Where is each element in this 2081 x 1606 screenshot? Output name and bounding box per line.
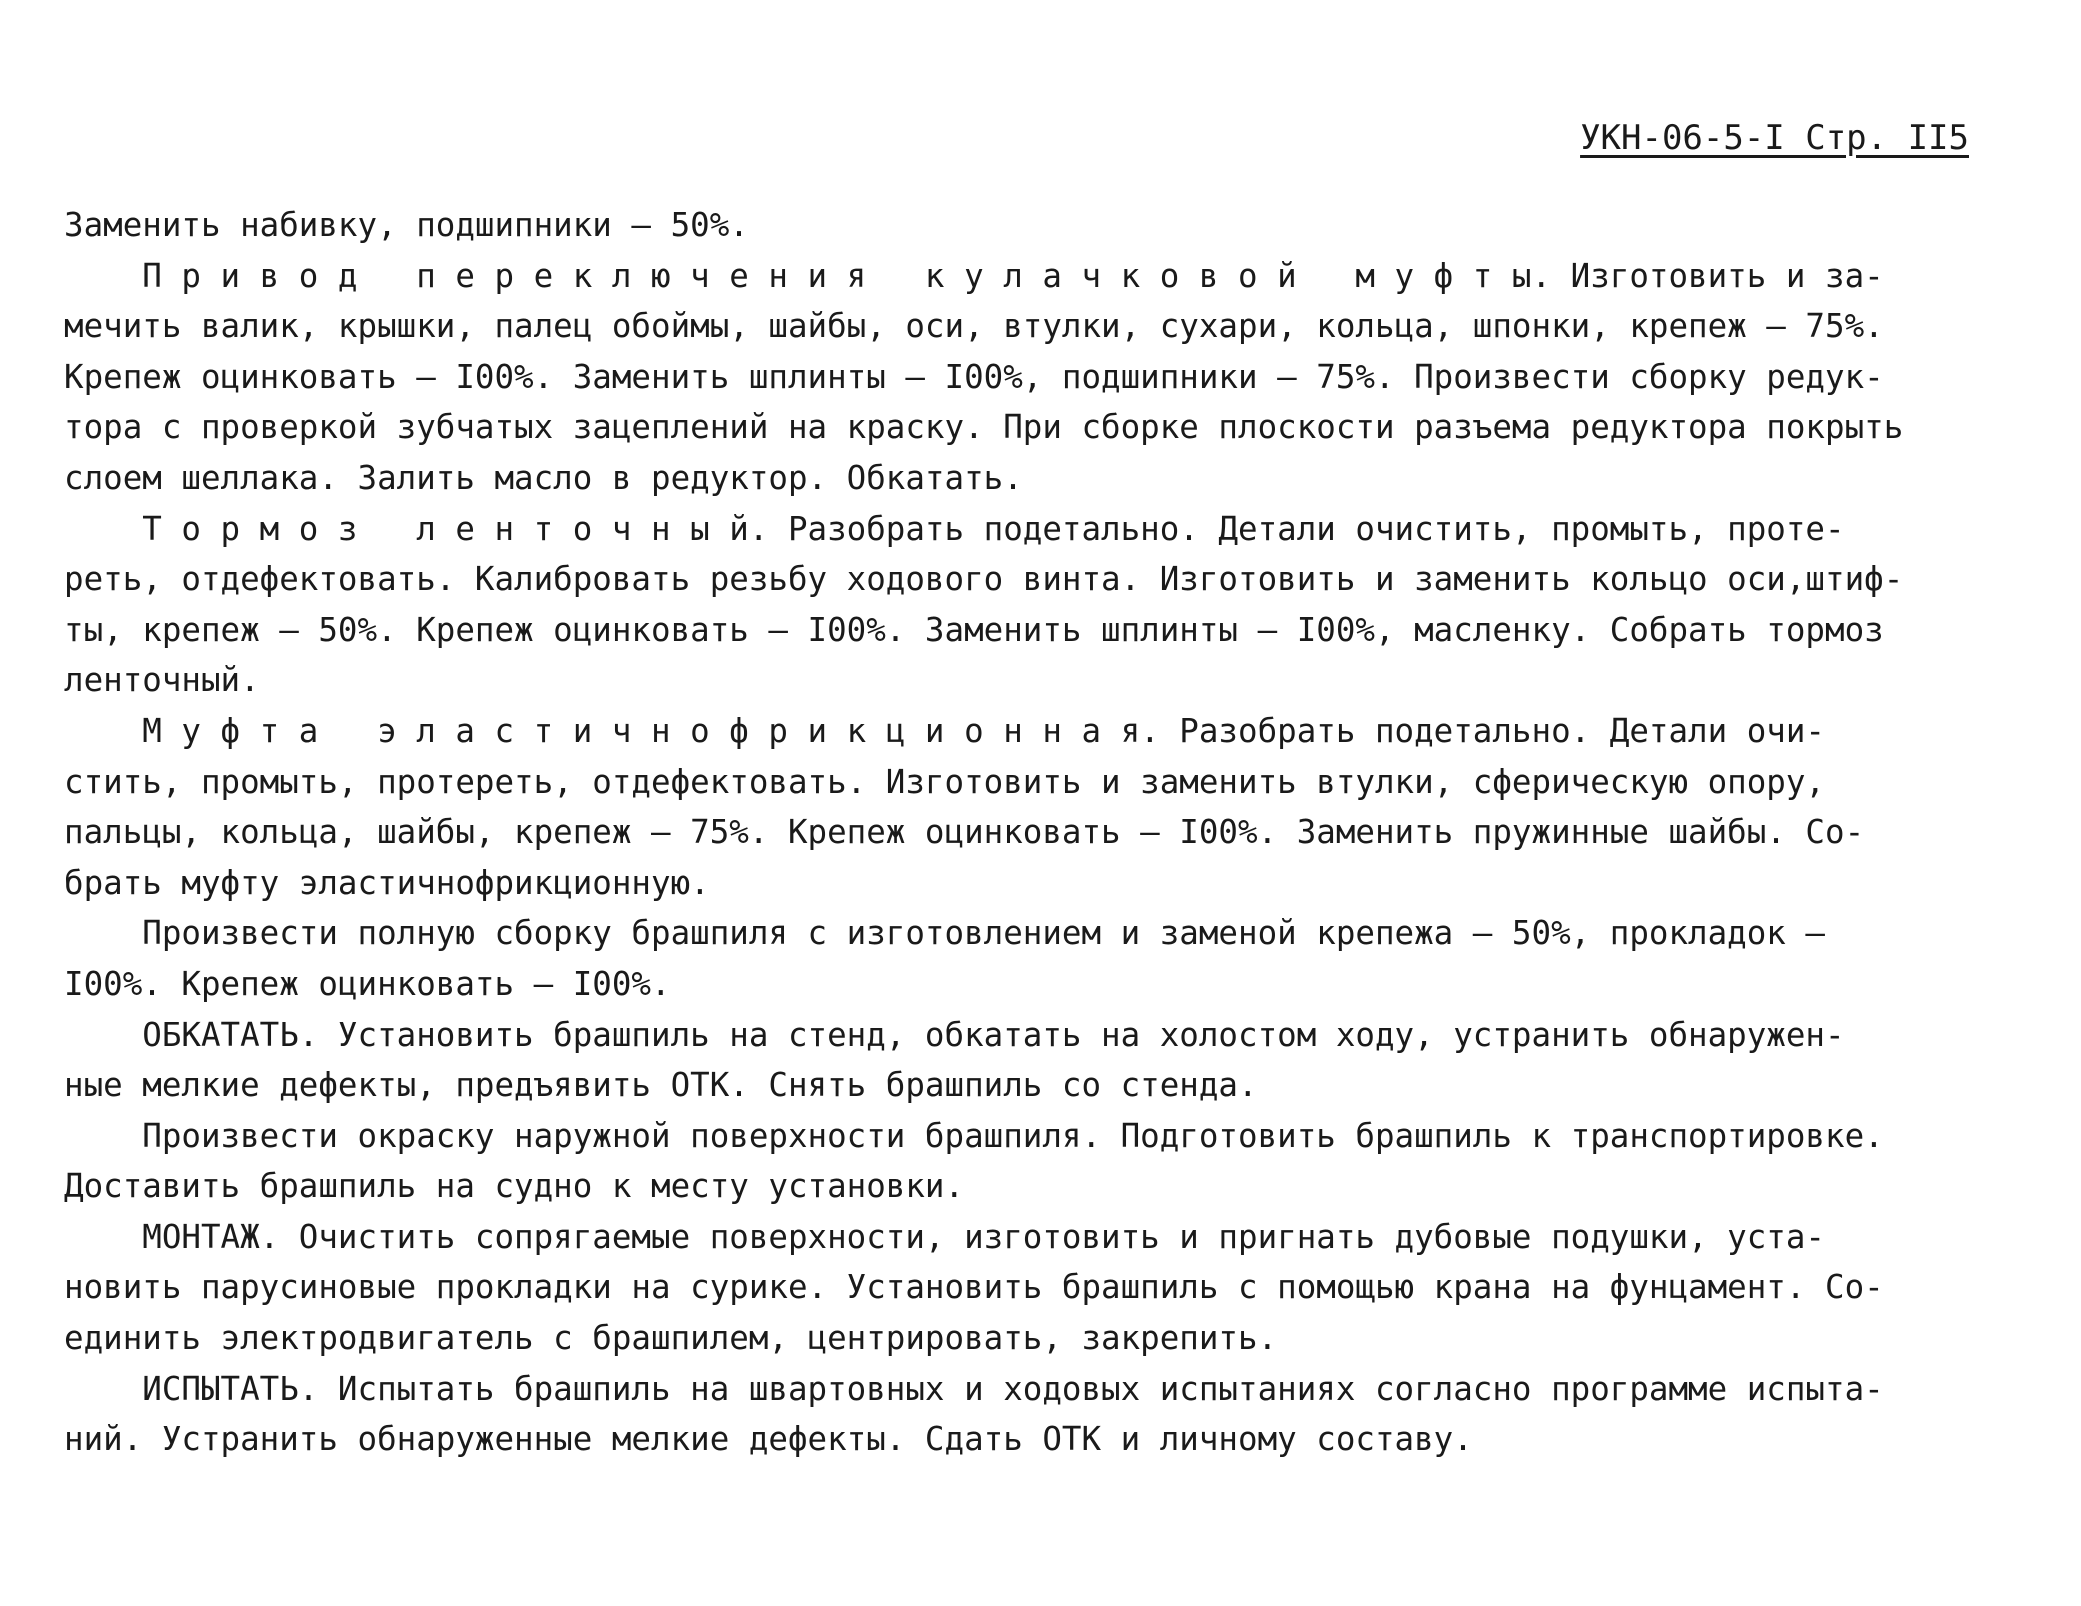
text-line: слоем шеллака. Залить масло в редуктор. Обкатать. [64, 458, 1023, 497]
paragraph-testing [64, 1364, 1984, 1465]
text-line: ные мелкие дефекты, предъявить ОТК. Снять брашпиль со стенда. [64, 1066, 1258, 1105]
paragraph-full-assembly [64, 908, 1984, 1009]
paragraph-painting-delivery [64, 1111, 1984, 1212]
text-line: ты, крепеж – 50%. Крепеж оцинковать – I00%. Заменить шплинты – I00%, масленку. Собрать тормоз [64, 610, 1884, 649]
paragraph-elastic-friction-clutch [64, 706, 1984, 908]
text-line: Произвести окраску наружной поверхности брашпиля. Подготовить брашпиль к транспортировке. [64, 1116, 1884, 1155]
text-line: ОБКАТАТЬ. Установить брашпиль на стенд, обкатать на холостом ходу, устранить обнаружен- [64, 1015, 1845, 1054]
paragraph-band-brake [64, 504, 1984, 706]
paragraph-packing-replacement [64, 200, 1984, 251]
text-line: брать муфту эластичнофрикционную. [64, 863, 710, 902]
paragraph-installation [64, 1212, 1984, 1364]
paragraph-cam-clutch-drive [64, 251, 1984, 504]
text-line: Крепеж оцинковать – I00%. Заменить шплинты – I00%, подшипники – 75%. Произвести сборку редук- [64, 357, 1884, 396]
text-line: МОНТАЖ. Очистить сопрягаемые поверхности, изготовить и пригнать дубовые подушки, уста- [64, 1217, 1825, 1256]
text-line: мечить валик, крышки, палец обоймы, шайбы, оси, втулки, сухари, кольца, шпонки, крепеж – 75%. [64, 307, 1884, 346]
page-header-doc-ref: УКН-06-5-I Стр. II5 [1580, 118, 1969, 158]
text-line: пальцы, кольца, шайбы, крепеж – 75%. Крепеж оцинковать – I00%. Заменить пружинные шайбы. Со- [64, 813, 1865, 852]
text-line: тора с проверкой зубчатых зацеплений на краску. При сборке плоскости разъема редуктора покрыть [64, 408, 1904, 447]
text-line: единить электродвигатель с брашпилем, центрировать, закрепить. [64, 1319, 1278, 1358]
paragraph-run-in [64, 1010, 1984, 1111]
text-line: Доставить брашпиль на судно к месту установки. [64, 1167, 965, 1206]
text-line: ний. Устранить обнаруженные мелкие дефекты. Сдать ОТК и личному составу. [64, 1420, 1473, 1459]
text-line: реть, отдефектовать. Калибровать резьбу ходового винта. Изготовить и заменить кольцо оси,штиф- [64, 560, 1904, 599]
text-line: П р и в о д п е р е к л ю ч е н и я к у л а ч к о в о й м у ф т ы. Изготовить и за- [64, 256, 1884, 295]
text-line: стить, промыть, протереть, отдефектовать. Изготовить и заменить втулки, сферическую опору, [64, 762, 1825, 801]
text-line: М у ф т а э л а с т и ч н о ф р и к ц и о н н а я. Разобрать подетально. Детали очи- [64, 711, 1825, 750]
text-line: ленточный. [64, 661, 260, 700]
text-line: Т о р м о з л е н т о ч н ы й. Разобрать подетально. Детали очистить, промыть, проте- [64, 509, 1845, 548]
text-line: ИСПЫТАТЬ. Испытать брашпиль на швартовных и ходовых испытаниях согласно программе испыта- [64, 1369, 1884, 1408]
text-line: I00%. Крепеж оцинковать – I00%. [64, 964, 671, 1003]
text-line: Произвести полную сборку брашпиля с изготовлением и заменой крепежа – 50%, прокладок – [64, 914, 1825, 953]
document-body [64, 200, 1984, 1465]
text-line: Заменить набивку, подшипники – 50%. [64, 206, 749, 244]
text-line: новить парусиновые прокладки на сурике. Установить брашпиль с помощью крана на фунцамент. Со- [64, 1268, 1884, 1307]
